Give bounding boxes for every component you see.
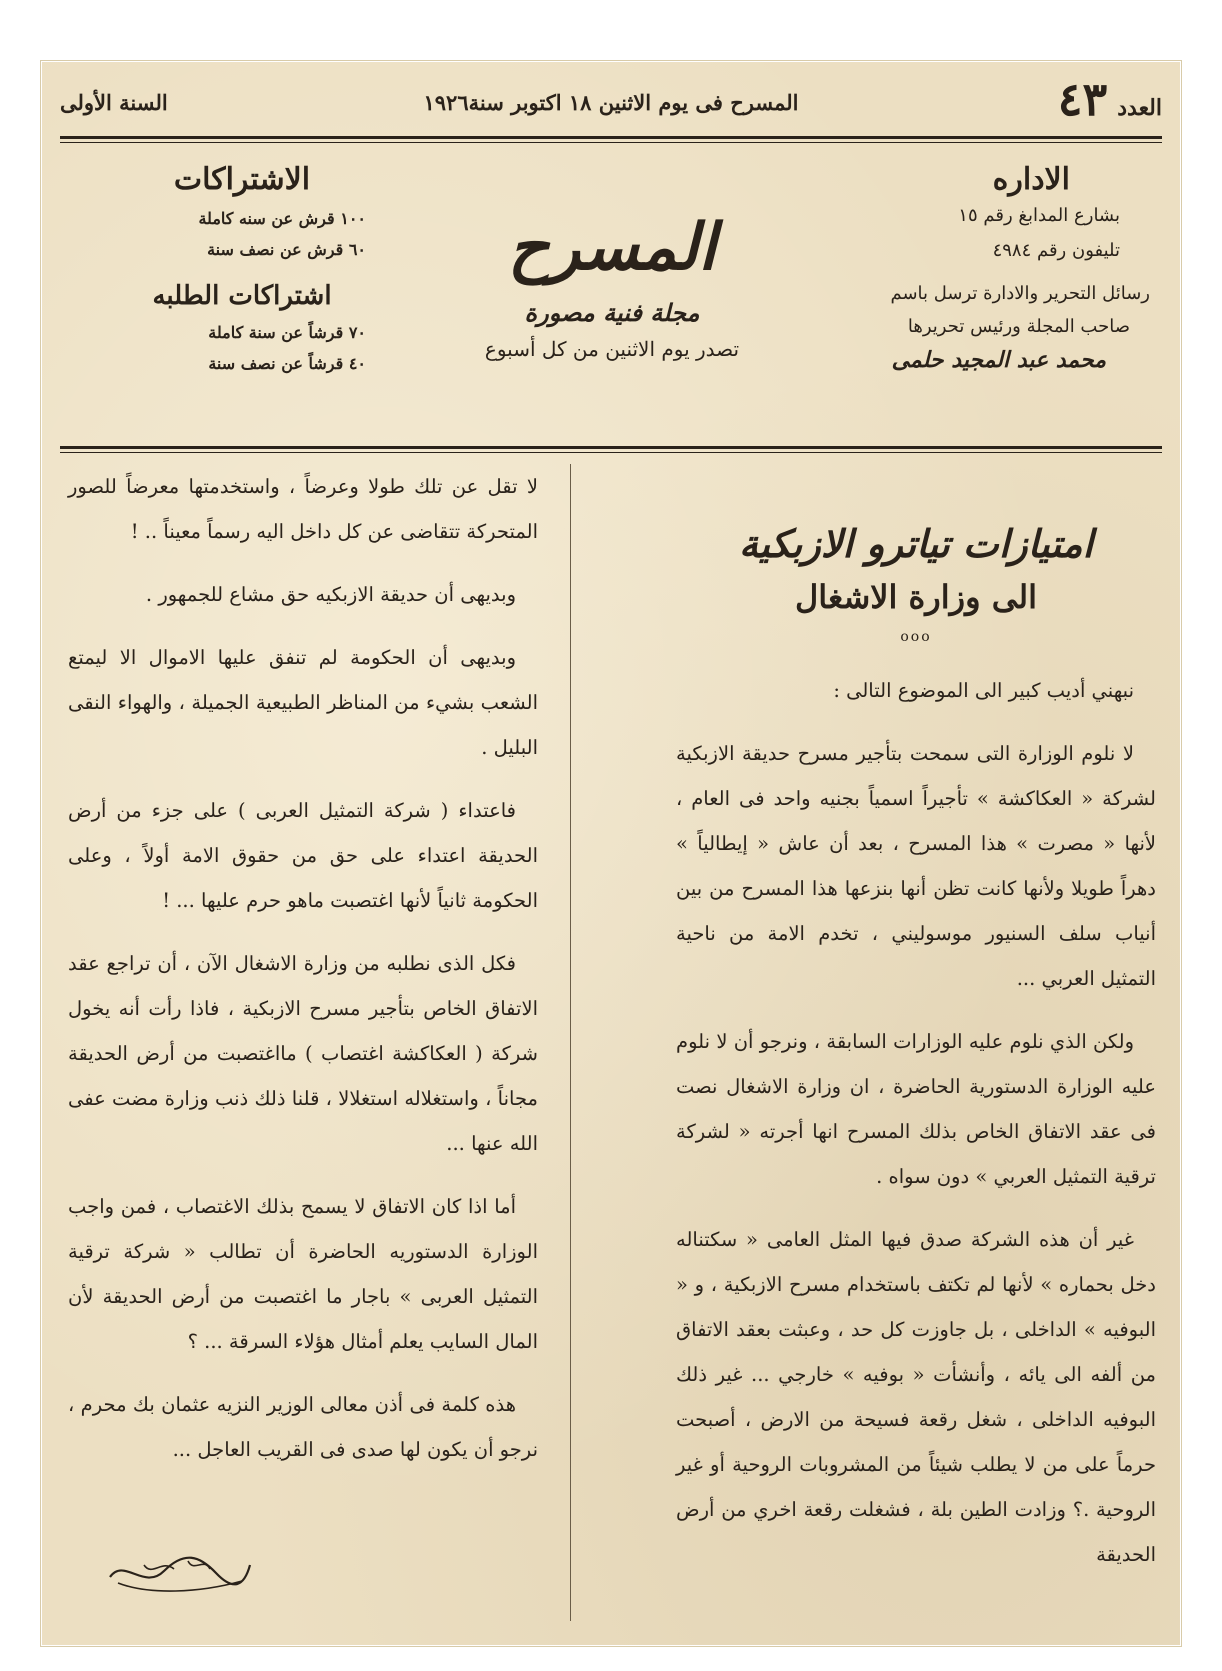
article-subheadline: الى وزارة الاشغال: [795, 578, 1037, 616]
student-subscription-half-year: ٤٠ قرشاً عن نصف سنة: [208, 354, 366, 373]
masthead: [432, 212, 792, 361]
student-subscription-annual: ٧٠ قرشاً عن سنة كاملة: [208, 323, 366, 342]
article-headline: امتيازات تياترو الازبكية: [738, 521, 1094, 566]
subscriptions-block: [72, 162, 372, 373]
article-paragraph: لا تقل عن تلك طولا وعرضاً ، واستخدمتها معرضاً للصور المتحركة تتقاضى عن كل داخل اليه رسماً معيناً .. !: [68, 475, 538, 543]
student-subscriptions-title: اشتراكات الطلبه: [152, 281, 332, 311]
top-rule: [60, 136, 1162, 139]
top-rule-thin: [60, 142, 1162, 143]
column-divider: [570, 464, 571, 1621]
subscriptions-title: الاشتراكات: [173, 162, 311, 197]
article-paragraph: لا نلوم الوزارة التى سمحت بتأجير مسرح حديقة الازبكية لشركة « العكاكشة » تأجيراً اسمياً بجنيه واحد فى العام ، لأنها « مصرت » هذا المسرح ، بعد أن عاش « إيطالياً » دهراً طويلا ولأنها كانت تظن أنها بنزعها هذا المسرح من بين أنياب سلف السنيور موسوليني ، تخدم الامة من ناحية التمثيل العربي ...: [676, 742, 1156, 990]
subscription-annual: ١٠٠ قرش عن سنه كاملة: [198, 209, 366, 228]
article-paragraph: نبهني أديب كبير الى الموضوع التالى :: [833, 679, 1134, 702]
article-paragraph: فاعتداء ( شركة التمثيل العربى ) على جزء من أرض الحديقة اعتداء على حق من حقوق الامة أولاً ، وعلى الحكومة ثانياً لأنها اغتصبت ماهو حرم عليها ... !: [68, 799, 538, 912]
administration-block: [850, 162, 1150, 373]
year-line: السنة الأولى: [60, 90, 168, 115]
administration-title: الاداره: [992, 162, 1070, 197]
article-paragraph: غير أن هذه الشركة صدق فيها المثل العامى « سكتناله دخل بحماره » لأنها لم تكتف باستخدام مسرح الازبكية ، و « البوفيه » الداخلى ، بل جاوزت كل حد ، وعبثت بعقد الاتفاق من ألفه الى يائه ، وأنشأت « بوفيه » خارجي ... غير ذلك البوفيه الداخلى ، شغل رقعة فسيحة من الارض ، أصبحت حرماً على من لا يطلب شيئاً من المشروبات الروحية أو غير الروحية .؟ وزادت الطين بلة ، فشغلت رقعة اخري من أرض الحديقة: [676, 1228, 1156, 1566]
article-paragraph: ولكن الذي نلوم عليه الوزارات السابقة ، ونرجو أن لا نلوم عليه الوزارة الدستورية الحاضرة ، ان وزارة الاشغال نصت فى عقد الاتفاق الخاص بذلك المسرح انها أجرته « لشركة ترقية التمثيل العربي » دون سواه .: [676, 1030, 1156, 1188]
administration-note-2: صاحب المجلة ورئيس تحريرها: [907, 316, 1130, 337]
administration-phone: تليفون رقم ٤٩٨٤: [992, 240, 1120, 261]
top-strip: [60, 72, 1162, 132]
administration-address: بشارع المدابغ رقم ١٥: [958, 205, 1120, 226]
article-paragraph: فكل الذى نطلبه من وزارة الاشغال الآن ، أن تراجع عقد الاتفاق الخاص بتأجير مسرح الازبكية ، فاذا رأت أنه يخول شركة ( العكاكشة اغتصاب ) مااغتصبت من أرض الحديقة مجاناً ، واستغلاله استغلالا ، قلنا ذلك ذنب وزارة مضت عفى الله عنها ...: [68, 952, 538, 1155]
issue-block: [1057, 72, 1162, 126]
magazine-subtitle: مجلة فنية مصورة: [524, 298, 700, 327]
newspaper-page: [42, 62, 1180, 1645]
masthead-bottom-rule: [60, 446, 1162, 449]
magazine-title: المسرح: [508, 210, 716, 285]
date-line: المسرح فى يوم الاثنين ١٨ اكتوبر سنة١٩٢٦: [423, 90, 799, 115]
publication-schedule: تصدر يوم الاثنين من كل أسبوع: [484, 337, 740, 361]
masthead-bottom-rule-thin: [60, 452, 1162, 453]
article-left-column: [68, 464, 538, 1621]
issue-number: ٤٣: [1057, 72, 1108, 126]
article-paragraph: هذه كلمة فى أذن معالى الوزير النزيه عثمان بك محرم ، نرجو أن يكون لها صدى فى القريب العاجل ...: [68, 1393, 538, 1461]
ornament-divider: ooo: [900, 629, 932, 645]
article-paragraph: أما اذا كان الاتفاق لا يسمح بذلك الاغتصاب ، فمن واجب الوزارة الدستوريه الحاضرة أن تطالب « شركة ترقية التمثيل العربى » باجار ما اغتصبت من أرض الحديقة لأن المال السايب يعلم أمثال هؤلاء السرقة ... ؟: [68, 1195, 538, 1353]
article-paragraph: وبديهى أن الحكومة لم تنفق عليها الاموال الا ليمتع الشعب بشيء من المناظر الطبيعية الجميلة ، والهواء النقى البليل .: [68, 646, 538, 759]
handwritten-signature: [104, 1547, 254, 1599]
issue-label: العدد: [1117, 95, 1162, 121]
editor-signature: محمد عبد المجيد حلمى: [891, 347, 1106, 373]
article-paragraph: وبديهى أن حديقة الازبكيه حق مشاع للجمهور .: [145, 583, 516, 606]
subscription-half-year: ٦٠ قرش عن نصف سنة: [207, 240, 366, 259]
article-right-column: [676, 464, 1156, 1621]
administration-note-1: رسائل التحرير والادارة ترسل باسم: [890, 283, 1150, 304]
